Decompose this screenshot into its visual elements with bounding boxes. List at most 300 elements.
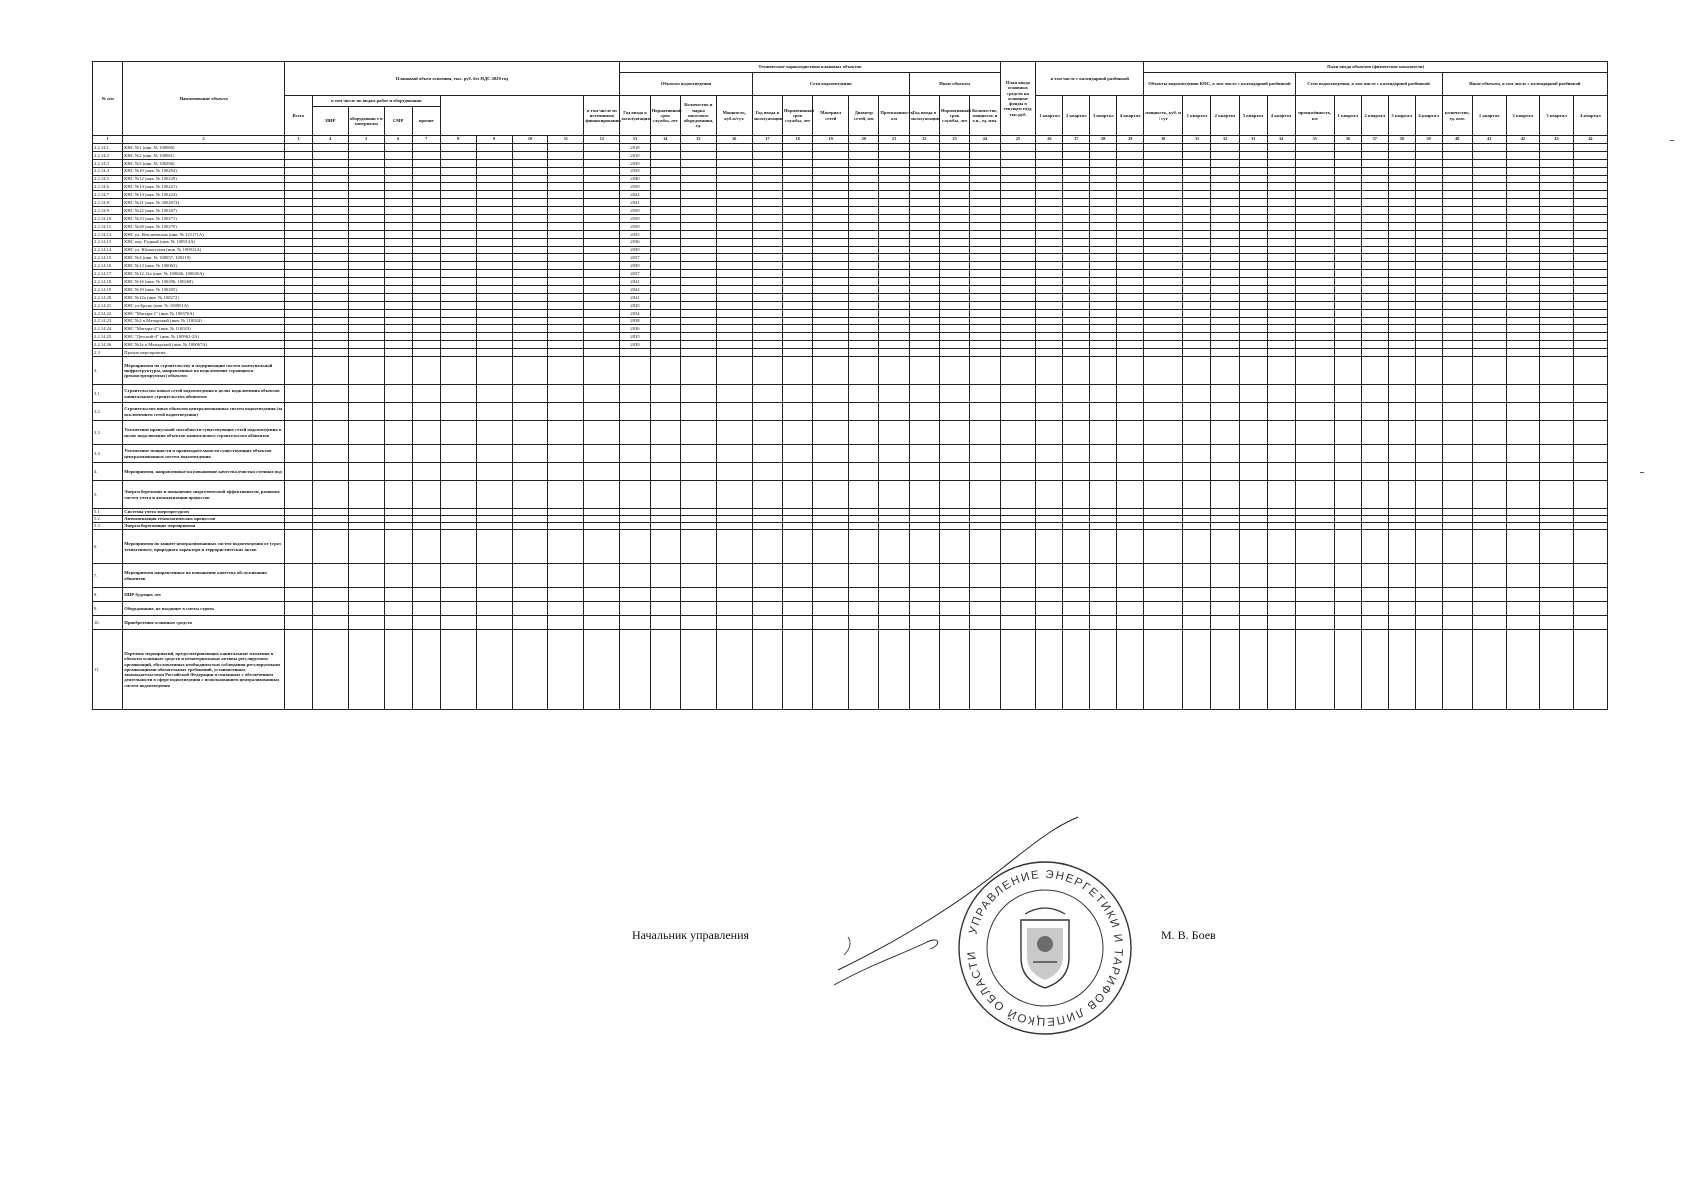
table-cell bbox=[1211, 445, 1239, 463]
table-cell bbox=[1144, 215, 1183, 223]
table-cell bbox=[813, 630, 849, 710]
table-cell bbox=[1267, 463, 1295, 481]
table-cell bbox=[1267, 309, 1295, 317]
table-cell bbox=[1540, 564, 1574, 588]
table-cell bbox=[1000, 183, 1036, 191]
table-cell bbox=[1036, 262, 1063, 270]
table-cell bbox=[584, 523, 620, 530]
table-cell bbox=[584, 421, 620, 445]
table-cell bbox=[1573, 588, 1607, 602]
header-oq1: 1 квартал bbox=[1472, 96, 1506, 136]
table-cell bbox=[1036, 349, 1063, 357]
table-cell bbox=[650, 246, 680, 254]
table-cell bbox=[476, 293, 512, 301]
table-cell bbox=[1334, 199, 1361, 207]
table-cell bbox=[584, 191, 620, 199]
table-cell bbox=[1036, 199, 1063, 207]
row-year: 2039 bbox=[620, 167, 650, 175]
table-cell bbox=[548, 191, 584, 199]
table-cell bbox=[512, 254, 548, 262]
table-cell bbox=[909, 588, 939, 602]
table-cell bbox=[584, 159, 620, 167]
table-cell bbox=[1361, 159, 1388, 167]
table-cell bbox=[584, 262, 620, 270]
row-year: 2041 bbox=[620, 278, 650, 286]
table-cell bbox=[1267, 588, 1295, 602]
table-cell bbox=[1183, 175, 1211, 183]
table-row bbox=[93, 183, 1608, 191]
table-cell bbox=[879, 341, 909, 349]
table-cell bbox=[1472, 293, 1506, 301]
table-cell bbox=[348, 385, 384, 403]
table-cell bbox=[384, 309, 412, 317]
table-cell bbox=[970, 159, 1000, 167]
table-cell bbox=[650, 183, 680, 191]
table-cell bbox=[1090, 183, 1117, 191]
table-cell bbox=[752, 445, 782, 463]
table-cell bbox=[1144, 516, 1183, 523]
table-cell bbox=[1036, 516, 1063, 523]
table-cell bbox=[752, 183, 782, 191]
header-wo-power: Мощность, куб.м/сут. bbox=[716, 96, 752, 136]
table-cell bbox=[1540, 325, 1574, 333]
table-cell bbox=[412, 333, 440, 341]
table-cell bbox=[1442, 230, 1472, 238]
table-cell bbox=[1415, 191, 1442, 199]
table-cell bbox=[813, 191, 849, 199]
table-cell bbox=[548, 144, 584, 152]
table-cell bbox=[1442, 317, 1472, 325]
table-cell bbox=[1506, 564, 1540, 588]
table-cell bbox=[650, 421, 680, 445]
table-cell bbox=[312, 588, 348, 602]
table-cell bbox=[939, 530, 969, 564]
table-cell bbox=[1540, 238, 1574, 246]
table-cell bbox=[1442, 616, 1472, 630]
table-cell bbox=[284, 254, 312, 262]
table-cell bbox=[680, 183, 716, 191]
table-cell bbox=[1117, 207, 1144, 215]
table-cell bbox=[909, 167, 939, 175]
table-cell bbox=[813, 183, 849, 191]
table-cell bbox=[1472, 509, 1506, 516]
table-cell bbox=[909, 151, 939, 159]
table-cell bbox=[348, 463, 384, 481]
table-cell bbox=[412, 602, 440, 616]
table-cell bbox=[782, 151, 812, 159]
table-cell bbox=[909, 530, 939, 564]
table-cell bbox=[1361, 341, 1388, 349]
table-cell bbox=[782, 481, 812, 509]
table-cell bbox=[1090, 286, 1117, 294]
table-cell bbox=[1415, 159, 1442, 167]
table-cell bbox=[1506, 293, 1540, 301]
table-cell bbox=[909, 246, 939, 254]
table-cell bbox=[548, 516, 584, 523]
row-year: 2041 bbox=[620, 293, 650, 301]
scan-mark bbox=[1640, 472, 1644, 473]
table-cell bbox=[1361, 403, 1388, 421]
table-cell bbox=[584, 270, 620, 278]
table-cell bbox=[1334, 270, 1361, 278]
table-cell bbox=[1472, 403, 1506, 421]
table-cell bbox=[813, 175, 849, 183]
table-cell bbox=[1361, 509, 1388, 516]
table-cell bbox=[476, 309, 512, 317]
table-cell bbox=[1239, 463, 1267, 481]
table-cell bbox=[1334, 175, 1361, 183]
row-year bbox=[620, 630, 650, 710]
table-row bbox=[93, 286, 1608, 294]
table-cell bbox=[1036, 445, 1063, 463]
table-cell bbox=[939, 341, 969, 349]
table-cell bbox=[849, 191, 879, 199]
table-cell bbox=[1267, 254, 1295, 262]
table-cell bbox=[1239, 301, 1267, 309]
table-cell bbox=[1000, 278, 1036, 286]
row-year bbox=[620, 385, 650, 403]
table-cell bbox=[1183, 523, 1211, 530]
table-cell bbox=[1472, 222, 1506, 230]
table-row bbox=[93, 385, 1608, 403]
table-cell bbox=[752, 403, 782, 421]
table-cell bbox=[782, 191, 812, 199]
table-cell bbox=[1267, 421, 1295, 445]
table-cell bbox=[1334, 215, 1361, 223]
table-cell bbox=[1415, 341, 1442, 349]
table-cell bbox=[1415, 278, 1442, 286]
table-cell bbox=[849, 270, 879, 278]
table-cell bbox=[476, 207, 512, 215]
table-cell bbox=[1472, 254, 1506, 262]
table-cell bbox=[312, 293, 348, 301]
table-row bbox=[93, 602, 1608, 616]
table-row bbox=[93, 445, 1608, 463]
table-cell bbox=[1211, 230, 1239, 238]
header-tech-group: Технические характеристики плановых объектов bbox=[620, 62, 1000, 73]
table-cell bbox=[879, 616, 909, 630]
table-cell bbox=[782, 183, 812, 191]
table-cell bbox=[584, 222, 620, 230]
table-cell bbox=[384, 222, 412, 230]
table-cell bbox=[650, 293, 680, 301]
table-cell bbox=[440, 144, 476, 152]
table-cell bbox=[1472, 588, 1506, 602]
table-cell bbox=[1506, 151, 1540, 159]
table-cell bbox=[716, 516, 752, 523]
table-cell bbox=[1573, 333, 1607, 341]
table-cell bbox=[1144, 278, 1183, 286]
table-cell bbox=[813, 159, 849, 167]
table-cell bbox=[1183, 445, 1211, 463]
table-cell bbox=[284, 530, 312, 564]
table-cell bbox=[1036, 151, 1063, 159]
table-cell bbox=[752, 254, 782, 262]
table-cell bbox=[512, 445, 548, 463]
table-cell bbox=[1388, 602, 1415, 616]
table-cell bbox=[1472, 144, 1506, 152]
table-cell bbox=[1361, 349, 1388, 357]
table-cell bbox=[1573, 349, 1607, 357]
table-cell bbox=[312, 199, 348, 207]
table-cell bbox=[1000, 167, 1036, 175]
table-cell bbox=[1239, 254, 1267, 262]
header-nq2: 2 квартал bbox=[1361, 96, 1388, 136]
data-table bbox=[92, 61, 1608, 710]
table-cell bbox=[1063, 341, 1090, 349]
table-cell bbox=[1415, 333, 1442, 341]
table-cell bbox=[650, 481, 680, 509]
table-cell bbox=[1117, 175, 1144, 183]
table-cell bbox=[1573, 602, 1607, 616]
column-number: 33 bbox=[1239, 136, 1267, 144]
table-cell bbox=[1295, 325, 1334, 333]
table-cell bbox=[1000, 246, 1036, 254]
table-cell bbox=[1036, 564, 1063, 588]
header-other-quarters-group: Иные объекты, в том числе с календарной разбивкой bbox=[1442, 73, 1607, 96]
table-cell bbox=[1573, 516, 1607, 523]
table-cell bbox=[1117, 341, 1144, 349]
table-cell bbox=[1334, 246, 1361, 254]
table-cell bbox=[1144, 403, 1183, 421]
table-cell bbox=[548, 509, 584, 516]
table-cell bbox=[284, 151, 312, 159]
table-cell bbox=[680, 254, 716, 262]
table-cell bbox=[548, 385, 584, 403]
table-cell bbox=[879, 183, 909, 191]
table-cell bbox=[584, 207, 620, 215]
table-cell bbox=[548, 333, 584, 341]
table-cell bbox=[716, 309, 752, 317]
table-cell bbox=[548, 301, 584, 309]
table-cell bbox=[970, 270, 1000, 278]
table-cell bbox=[384, 333, 412, 341]
table-cell bbox=[1239, 421, 1267, 445]
column-number: 28 bbox=[1090, 136, 1117, 144]
table-cell bbox=[909, 463, 939, 481]
table-cell bbox=[1295, 270, 1334, 278]
table-cell bbox=[440, 167, 476, 175]
table-cell bbox=[1063, 167, 1090, 175]
table-cell bbox=[1334, 254, 1361, 262]
table-cell bbox=[1540, 509, 1574, 516]
table-cell bbox=[548, 309, 584, 317]
table-cell bbox=[680, 159, 716, 167]
table-cell bbox=[512, 530, 548, 564]
table-cell bbox=[548, 215, 584, 223]
table-cell bbox=[348, 616, 384, 630]
table-cell bbox=[1361, 309, 1388, 317]
table-cell bbox=[939, 207, 969, 215]
row-object-name: Мероприятия, направленные на повышение качества очистки сточных вод bbox=[123, 463, 285, 481]
table-cell bbox=[909, 191, 939, 199]
column-number: 38 bbox=[1388, 136, 1415, 144]
table-cell bbox=[384, 630, 412, 710]
table-cell bbox=[1361, 385, 1388, 403]
table-cell bbox=[1295, 481, 1334, 509]
table-cell bbox=[1090, 481, 1117, 509]
table-cell bbox=[312, 341, 348, 349]
table-cell bbox=[752, 523, 782, 530]
table-cell bbox=[1415, 199, 1442, 207]
table-cell bbox=[650, 403, 680, 421]
table-cell bbox=[1183, 159, 1211, 167]
table-cell bbox=[584, 530, 620, 564]
table-cell bbox=[584, 630, 620, 710]
table-cell bbox=[348, 230, 384, 238]
table-cell bbox=[412, 481, 440, 509]
row-object-name: КНС ул. Неплюевская (инв. № 121171А) bbox=[123, 230, 285, 238]
table-cell bbox=[1063, 230, 1090, 238]
table-cell bbox=[1000, 385, 1036, 403]
table-cell bbox=[1117, 509, 1144, 516]
table-cell bbox=[1361, 144, 1388, 152]
row-number: 2.2.14.7 bbox=[93, 191, 123, 199]
table-cell bbox=[1239, 222, 1267, 230]
table-cell bbox=[476, 191, 512, 199]
table-cell bbox=[440, 230, 476, 238]
table-cell bbox=[849, 588, 879, 602]
table-row bbox=[93, 301, 1608, 309]
table-cell bbox=[440, 286, 476, 294]
table-cell bbox=[1573, 325, 1607, 333]
column-number: 10 bbox=[512, 136, 548, 144]
table-cell bbox=[1442, 191, 1472, 199]
table-row bbox=[93, 246, 1608, 254]
row-year bbox=[620, 463, 650, 481]
column-number: 15 bbox=[680, 136, 716, 144]
table-cell bbox=[970, 602, 1000, 616]
header-oq2: 2 квартал bbox=[1506, 96, 1540, 136]
table-cell bbox=[1573, 616, 1607, 630]
table-cell bbox=[650, 445, 680, 463]
table-cell bbox=[879, 516, 909, 523]
table-cell bbox=[584, 403, 620, 421]
table-cell bbox=[970, 183, 1000, 191]
table-cell bbox=[752, 463, 782, 481]
table-cell bbox=[1063, 530, 1090, 564]
row-number: 9. bbox=[93, 602, 123, 616]
table-cell bbox=[909, 309, 939, 317]
table-cell bbox=[650, 309, 680, 317]
table-cell bbox=[782, 167, 812, 175]
table-cell bbox=[548, 341, 584, 349]
table-cell bbox=[849, 301, 879, 309]
table-cell bbox=[716, 159, 752, 167]
row-object-name: КНС №16 (инв. № 100296, 100268) bbox=[123, 278, 285, 286]
table-cell bbox=[1183, 325, 1211, 333]
table-cell bbox=[1573, 385, 1607, 403]
table-cell bbox=[939, 403, 969, 421]
table-cell bbox=[1063, 199, 1090, 207]
table-cell bbox=[1540, 385, 1574, 403]
table-cell bbox=[849, 278, 879, 286]
table-cell bbox=[1442, 357, 1472, 385]
table-cell bbox=[1117, 254, 1144, 262]
table-row bbox=[93, 403, 1608, 421]
table-cell bbox=[1415, 325, 1442, 333]
table-cell bbox=[680, 199, 716, 207]
table-cell bbox=[548, 254, 584, 262]
table-cell bbox=[584, 341, 620, 349]
table-cell bbox=[813, 151, 849, 159]
table-cell bbox=[348, 317, 384, 325]
table-cell bbox=[1388, 246, 1415, 254]
table-cell bbox=[1183, 199, 1211, 207]
table-cell bbox=[1117, 357, 1144, 385]
table-cell bbox=[909, 238, 939, 246]
table-cell bbox=[1117, 333, 1144, 341]
table-cell bbox=[284, 588, 312, 602]
table-cell bbox=[1239, 333, 1267, 341]
table-cell bbox=[1239, 349, 1267, 357]
table-cell bbox=[312, 246, 348, 254]
table-cell bbox=[1334, 588, 1361, 602]
table-cell bbox=[1334, 230, 1361, 238]
table-cell bbox=[1183, 207, 1211, 215]
table-cell bbox=[970, 191, 1000, 199]
table-cell bbox=[1183, 349, 1211, 357]
table-cell bbox=[1334, 341, 1361, 349]
table-cell bbox=[752, 151, 782, 159]
table-cell bbox=[1267, 159, 1295, 167]
table-cell bbox=[1442, 254, 1472, 262]
table-cell bbox=[1415, 317, 1442, 325]
table-cell bbox=[909, 278, 939, 286]
table-cell bbox=[1388, 254, 1415, 262]
table-cell bbox=[1183, 215, 1211, 223]
table-cell bbox=[752, 159, 782, 167]
table-cell bbox=[312, 325, 348, 333]
table-cell bbox=[312, 385, 348, 403]
table-cell bbox=[1211, 199, 1239, 207]
table-cell bbox=[1361, 286, 1388, 294]
table-cell bbox=[1267, 357, 1295, 385]
table-cell bbox=[1000, 159, 1036, 167]
header-nets-quarters-group: Сети водоотведения, в том числе с календарной разбивкой bbox=[1295, 73, 1442, 96]
table-cell bbox=[1472, 286, 1506, 294]
header-net-life: Нормативный срок службы, лет bbox=[782, 96, 812, 136]
table-cell bbox=[1267, 301, 1295, 309]
table-cell bbox=[440, 222, 476, 230]
row-number: 3.1 bbox=[93, 385, 123, 403]
row-object-name: КНС №4 (инв. № 100057, 100219) bbox=[123, 254, 285, 262]
table-cell bbox=[1540, 530, 1574, 564]
table-cell bbox=[584, 481, 620, 509]
table-cell bbox=[813, 254, 849, 262]
table-cell bbox=[1144, 246, 1183, 254]
table-cell bbox=[970, 564, 1000, 588]
table-cell bbox=[1295, 159, 1334, 167]
table-row bbox=[93, 159, 1608, 167]
table-cell bbox=[1573, 509, 1607, 516]
table-cell bbox=[1295, 357, 1334, 385]
table-cell bbox=[1506, 309, 1540, 317]
table-cell bbox=[1295, 349, 1334, 357]
table-cell bbox=[1090, 516, 1117, 523]
table-cell bbox=[412, 293, 440, 301]
table-cell bbox=[1090, 254, 1117, 262]
table-cell bbox=[716, 238, 752, 246]
table-cell bbox=[1334, 293, 1361, 301]
table-cell bbox=[1211, 159, 1239, 167]
table-cell bbox=[1573, 403, 1607, 421]
table-cell bbox=[476, 333, 512, 341]
column-number: 24 bbox=[970, 136, 1000, 144]
table-cell bbox=[348, 333, 384, 341]
column-number: 13 bbox=[620, 136, 650, 144]
table-cell bbox=[782, 175, 812, 183]
